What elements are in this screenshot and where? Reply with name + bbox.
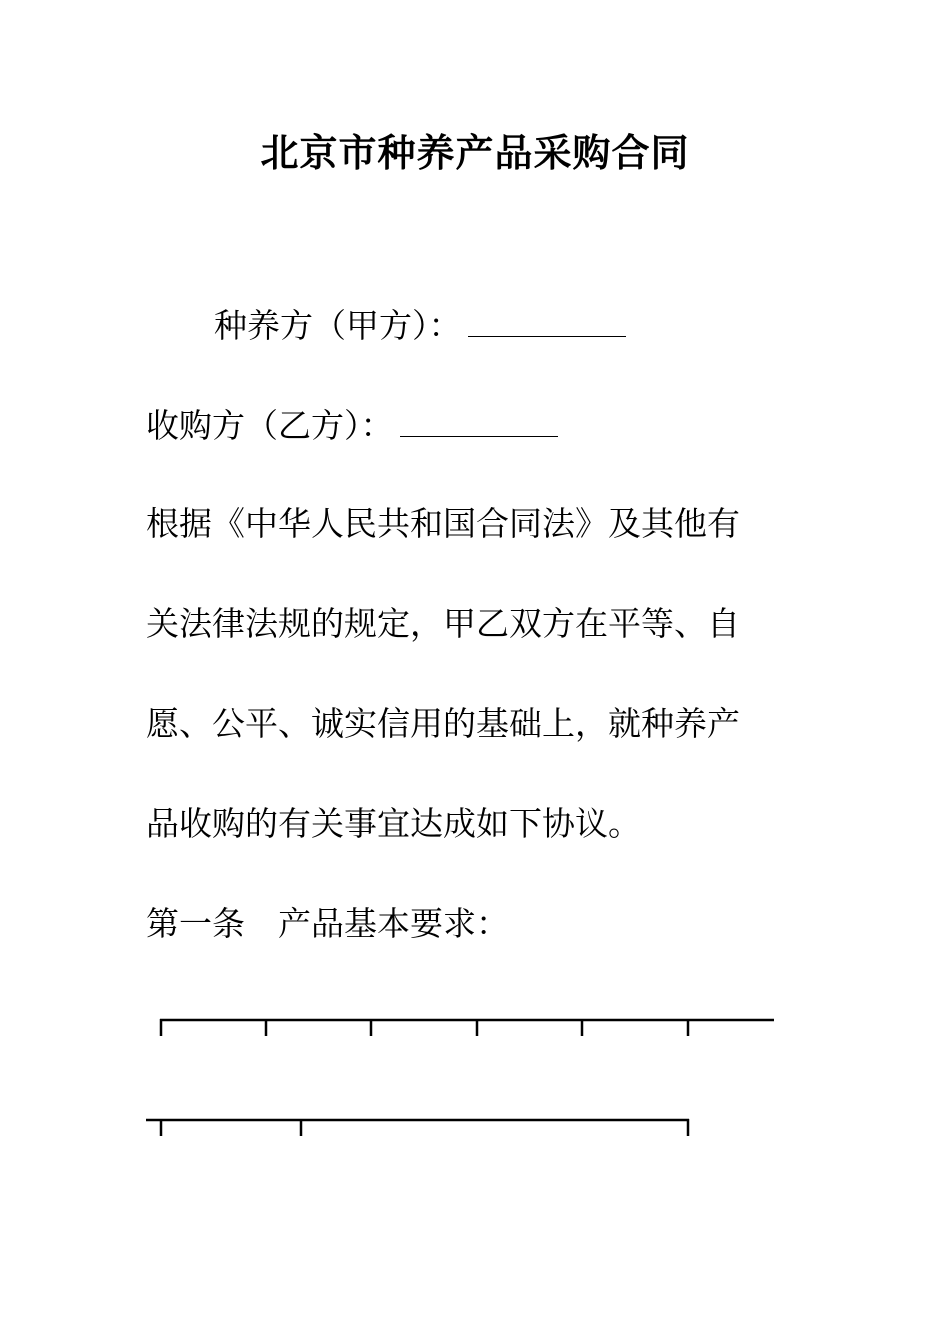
party-b-label: 收购方（乙方）：: [146, 406, 394, 445]
party-b-line: [146, 404, 558, 448]
party-a-blank[interactable]: [468, 306, 626, 337]
table-border-top: [0, 1010, 950, 1040]
body-line-2: 关法律法规的规定，甲乙双方在平等、自: [146, 604, 740, 643]
body-line-4: 品收购的有关事宜达成如下协议。: [146, 804, 641, 843]
body-line-1: 根据《中华人民共和国合同法》及其他有: [146, 504, 740, 543]
party-a-label: 种养方（甲方）：: [214, 306, 462, 345]
article-1-heading: 第一条 产品基本要求：: [146, 904, 509, 943]
table-border-second: [0, 1110, 950, 1140]
contract-title: 北京市种养产品采购合同: [260, 130, 690, 175]
party-a-line: [214, 304, 626, 348]
party-b-blank[interactable]: [400, 406, 558, 437]
body-line-3: 愿、公平、诚实信用的基础上，就种养产: [146, 704, 740, 743]
